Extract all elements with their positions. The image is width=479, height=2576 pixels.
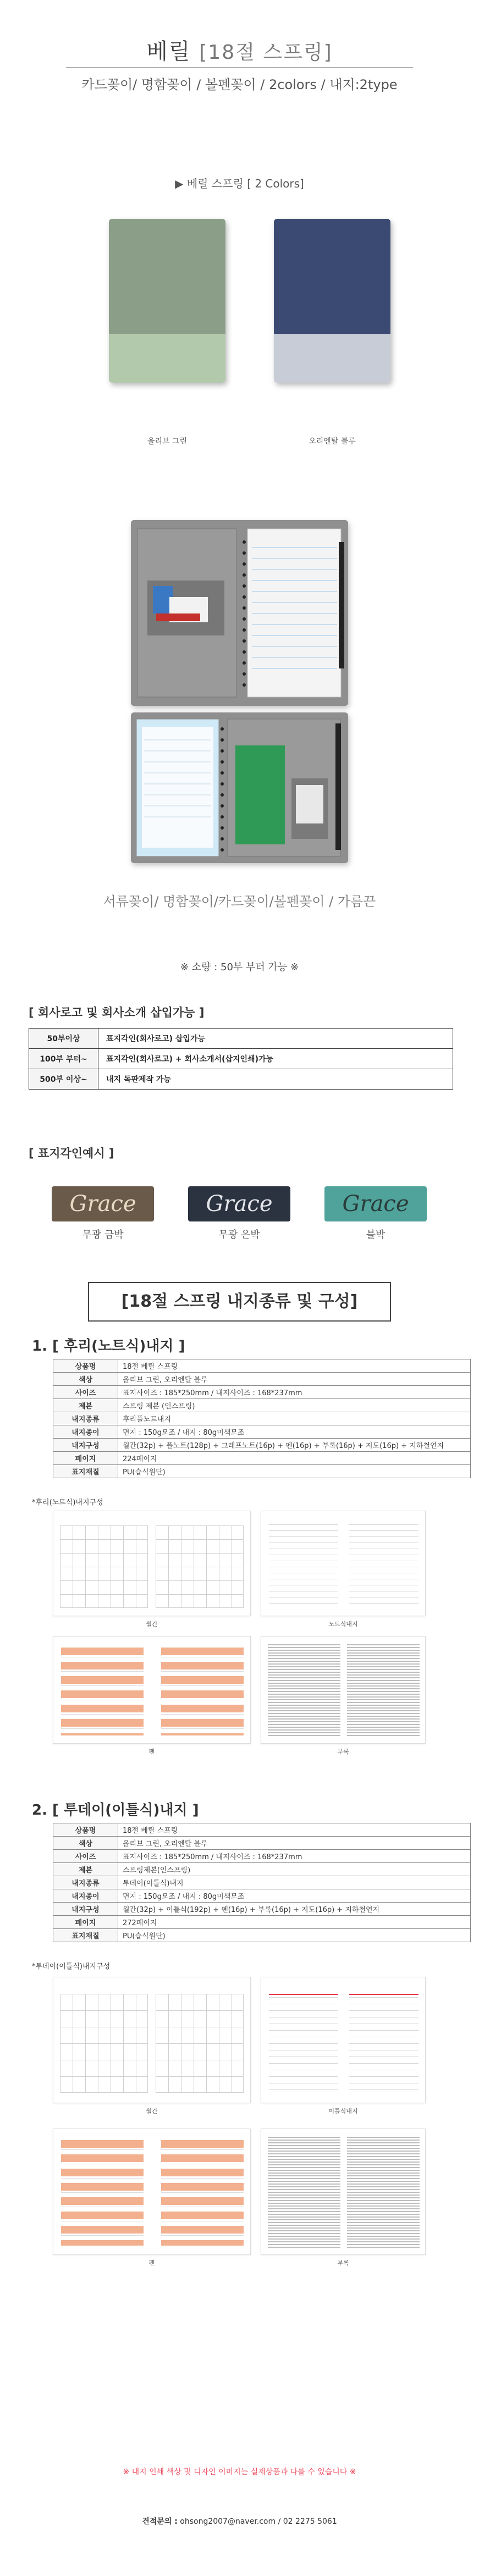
page-caption: 이틀식내지 xyxy=(328,2108,358,2115)
stamp-caption-silver: 무광 은박 xyxy=(218,1229,260,1241)
spec-value: 올리브 그린, 오리엔탈 블루 xyxy=(118,1373,471,1386)
table-row xyxy=(53,1373,471,1386)
table-row xyxy=(53,1412,471,1425)
table-row xyxy=(53,1465,471,1478)
notebook-olive-green xyxy=(109,219,225,383)
spec-value: 월간(32p) + 플노트(128p) + 그래프노트(16p) + 펜(16p) + 부록(16p) + 지도(16p) + 지하철연지 xyxy=(118,1439,471,1452)
contact-label: 견적문의 : xyxy=(142,2517,178,2526)
spec-key: 표지재질 xyxy=(53,1929,118,1942)
page-thumb-note xyxy=(261,1511,426,1616)
spec-key: 내지종이 xyxy=(53,1425,118,1439)
spec-key: 내지종류 xyxy=(53,1412,118,1425)
page-thumb-appendix xyxy=(261,1636,426,1744)
page-caption: 월간 xyxy=(146,1621,158,1628)
type1-spec-table xyxy=(53,1359,471,1478)
spec-key: 사이즈 xyxy=(53,1850,118,1863)
moq-note: ※ 소량 : 50부 부터 가능 ※ xyxy=(180,961,299,973)
stamp-caption-gold: 무광 금박 xyxy=(82,1229,124,1241)
qty-cell: 100부 부터~ xyxy=(29,1049,98,1069)
colors-heading: ▶ 베릴 스프링 [ 2 Colors] xyxy=(175,177,304,190)
type2-gallery-label: *투데이(이틀식)내지구성 xyxy=(32,1963,111,1971)
page-thumb-appendix xyxy=(261,2129,426,2255)
page-thumb-monthly xyxy=(53,1977,251,2103)
table-row xyxy=(53,1863,471,1876)
stamp-section-heading: [ 표지각인예시 ] xyxy=(29,1147,114,1160)
page-thumb-pen xyxy=(53,2129,251,2255)
page-thumb-monthly xyxy=(53,1511,251,1616)
spec-value: 224페이지 xyxy=(118,1452,471,1465)
notebook-cover-bottom xyxy=(109,334,225,383)
desc-cell: 표지각인(회사로고) 삽입가능 xyxy=(98,1029,453,1049)
page-caption: 월간 xyxy=(146,2108,158,2115)
spec-value: 투데이(이틀식)내지 xyxy=(118,1876,471,1889)
logo-section-heading: [ 회사로고 및 회사소개 삽입가능 ] xyxy=(29,1006,205,1019)
spec-key: 내지구성 xyxy=(53,1439,118,1452)
feature-list: 카드꽂이/ 명함꽂이 / 볼펜꽂이 / 2colors / 내지:2type xyxy=(81,77,398,92)
spec-value: PU(습식원단) xyxy=(118,1929,471,1942)
notebook-oriental-blue xyxy=(274,219,390,383)
inner-types-heading: [18절 스프링 내지종류 및 구성] xyxy=(88,1282,391,1322)
interior-photo-2 xyxy=(131,712,348,863)
desc-cell: 내지 독판제작 가능 xyxy=(98,1069,453,1090)
page-caption: 노트식내지 xyxy=(328,1621,358,1628)
table-row xyxy=(53,1425,471,1439)
spec-value: 월간(32p) + 이틀식(192p) + 펜(16p) + 부록(16p) + 지도(16p) + 지하철연지 xyxy=(118,1903,471,1916)
spec-key: 색상 xyxy=(53,1373,118,1386)
spec-key: 제본 xyxy=(53,1863,118,1876)
table-row xyxy=(53,1452,471,1465)
stamp-sample-gold: Grace xyxy=(52,1186,154,1221)
page-caption: 펜 xyxy=(148,1748,155,1755)
interior-illustration xyxy=(131,520,348,706)
table-row xyxy=(29,1029,453,1049)
page-title xyxy=(0,34,479,65)
stamp-sample-silver: Grace xyxy=(188,1186,290,1221)
spec-value: 272페이지 xyxy=(118,1916,471,1929)
table-row xyxy=(29,1049,453,1069)
interior-caption: 서류꽂이/ 명함꽂이/카드꽂이/볼펜꽂이 / 가름끈 xyxy=(103,894,376,909)
spec-value: 표지사이즈 : 185*250mm / 내지사이즈 : 168*237mm xyxy=(118,1850,471,1863)
spec-key: 내지종이 xyxy=(53,1889,118,1903)
spec-value: 후리플노트내지 xyxy=(118,1412,471,1425)
spec-value: 스프링 제본 (인스프링) xyxy=(118,1399,471,1412)
table-row xyxy=(53,1439,471,1452)
page-caption: 부록 xyxy=(337,2259,349,2267)
table-row xyxy=(53,1359,471,1373)
title-divider xyxy=(66,67,413,68)
table-row xyxy=(53,1903,471,1916)
spec-value: 면지 : 150g모조 / 내지 : 80g미색모조 xyxy=(118,1425,471,1439)
spec-value: 18절 베릴 스프링 xyxy=(118,1359,471,1373)
table-row xyxy=(53,1399,471,1412)
logo-option-table xyxy=(29,1028,453,1090)
spec-key: 상품명 xyxy=(53,1823,118,1837)
spec-key: 상품명 xyxy=(53,1359,118,1373)
spec-key: 페이지 xyxy=(53,1916,118,1929)
spec-value: PU(습식원단) xyxy=(118,1465,471,1478)
spec-value: 18절 베릴 스프링 xyxy=(118,1823,471,1837)
spec-key: 표지재질 xyxy=(53,1465,118,1478)
type2-heading: 2. [ 투데이(이틀식)내지 ] xyxy=(32,1802,199,1818)
page-thumb-daily xyxy=(261,1977,426,2103)
spec-key: 내지종류 xyxy=(53,1876,118,1889)
type1-gallery-label: *후리(노트식)내지구성 xyxy=(32,1499,103,1507)
spec-key: 사이즈 xyxy=(53,1386,118,1399)
spec-value: 면지 : 150g모조 / 내지 : 80g미색모조 xyxy=(118,1889,471,1903)
type2-spec-table xyxy=(53,1823,471,1942)
contact-value: ohsong2007@naver.com / 02 2275 5061 xyxy=(180,2517,337,2526)
desc-cell: 표지각인(회사로고) + 회사소개서(삽지인쇄)가능 xyxy=(98,1049,453,1069)
table-row xyxy=(53,1850,471,1863)
type1-heading: 1. [ 후리(노트식)내지 ] xyxy=(32,1338,185,1355)
table-row xyxy=(53,1889,471,1903)
spec-key: 색상 xyxy=(53,1837,118,1850)
title-sub: [18절 스프링] xyxy=(199,41,333,64)
table-row xyxy=(53,1837,471,1850)
stamp-caption-blind: 블박 xyxy=(366,1229,386,1241)
spec-key: 페이지 xyxy=(53,1452,118,1465)
spec-key: 내지구성 xyxy=(53,1903,118,1916)
spec-key: 제본 xyxy=(53,1399,118,1412)
title-main: 베릴 xyxy=(146,39,191,64)
notebook-cover-bottom xyxy=(274,334,390,383)
stamp-sample-blind: Grace xyxy=(324,1186,427,1221)
notebook-cover-top xyxy=(274,219,390,334)
interior-illustration xyxy=(131,712,348,863)
table-row xyxy=(53,1929,471,1942)
table-row xyxy=(53,1386,471,1399)
qty-cell: 500부 이상~ xyxy=(29,1069,98,1090)
color-name-olive: 올리브 그린 xyxy=(147,437,188,446)
spec-value: 표지사이즈 : 185*250mm / 내지사이즈 : 168*237mm xyxy=(118,1386,471,1399)
table-row xyxy=(53,1876,471,1889)
table-row xyxy=(53,1916,471,1929)
contact-info xyxy=(0,2516,479,2527)
qty-cell: 50부이상 xyxy=(29,1029,98,1049)
table-row xyxy=(29,1069,453,1090)
page-thumb-pen xyxy=(53,1636,251,1744)
page-caption: 부록 xyxy=(337,1748,349,1755)
notebook-cover-top xyxy=(109,219,225,334)
color-name-blue: 오리엔탈 블루 xyxy=(309,437,356,446)
page-caption: 펜 xyxy=(148,2259,155,2267)
spec-value: 스프링제본(인스프링) xyxy=(118,1863,471,1876)
table-row xyxy=(53,1823,471,1837)
interior-photo-1 xyxy=(131,520,348,706)
spec-value: 올리브 그린, 오리엔탈 블루 xyxy=(118,1837,471,1850)
disclaimer: ※ 내지 인쇄 색상 및 디자인 이미지는 실제상품과 다를 수 있습니다 ※ xyxy=(123,2468,356,2477)
